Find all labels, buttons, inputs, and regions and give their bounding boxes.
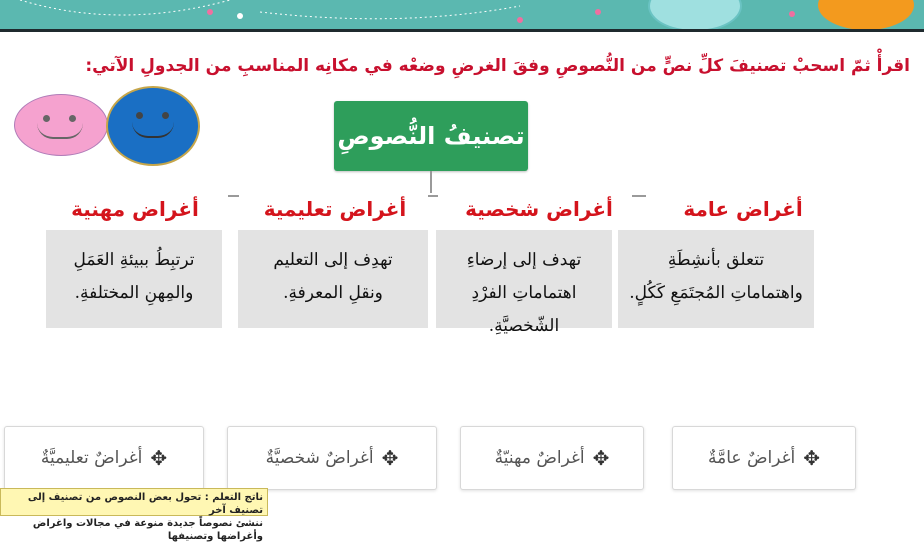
description-line: واهتماماتِ المُجتَمَعِ كَكُلٍ. [629, 283, 803, 303]
category-description-educational [238, 230, 428, 328]
move-arrows-icon: ✥ [592, 446, 610, 470]
tree-connector-vertical [430, 171, 432, 193]
drag-tile-general[interactable] [672, 426, 856, 490]
instruction-text: اقرأْ ثمّ اسحبْ تصنيفَ كلِّ نصٍّ من النُّصوصِ وفقَ الغرضِ وضعْه في مكانِه المناسبِ من الجدولِ الآتي: [85, 56, 910, 76]
category-description-general [618, 230, 814, 328]
drag-tile-label: أغراضٌ شخصيَّةٌ [265, 448, 374, 468]
drag-tile-label: أغراضٌ مهنيّةٌ [494, 448, 585, 468]
description-line: تتعلق بأنشِطَةِ [667, 250, 765, 270]
move-arrows-icon: ✥ [381, 446, 399, 470]
move-arrows-icon: ✥ [803, 446, 820, 470]
decorative-banner [0, 0, 924, 29]
blue-smiley-icon [106, 86, 200, 166]
note-line: ننشئ نصوصاً جديدة منوعة في مجالات واغراض وأغراضها وتصنيفها [32, 518, 263, 542]
description-line: تهدف إلى إرضاءِ [466, 250, 582, 270]
category-description-personal [436, 230, 612, 336]
description-line: ترتبِطُ ببيئةِ العَمَلِ [73, 250, 195, 270]
description-line: ونقلِ المعرفةِ. [283, 283, 383, 303]
category-heading-general: أغراض عامة [650, 188, 836, 230]
drag-tile-label: أغراضٌ عامَّةٌ [708, 448, 796, 468]
banner-border [0, 29, 924, 32]
learning-outcome-note [0, 488, 268, 542]
drag-tile-educational[interactable] [4, 426, 204, 490]
pink-smiley-icon [14, 94, 108, 156]
description-line: والمِهنِ المختلفةِ. [74, 283, 194, 303]
drag-tile-label: أغراضٌ تعليميَّةٌ [40, 448, 143, 468]
category-heading-professional: أغراض مهنية [42, 188, 228, 230]
category-description-professional [46, 230, 222, 328]
description-line: تهدِف إلى التعليم [273, 250, 393, 270]
description-line: اهتماماتِ الفرْدِ الشّخصيَّةِ. [471, 283, 577, 336]
drag-tile-professional[interactable] [460, 426, 644, 490]
drag-tile-personal[interactable] [227, 426, 437, 490]
note-line: ناتج التعلم : تحول بعض النصوص من تصنيف إلى تصنيف آخر [27, 492, 263, 516]
move-arrows-icon: ✥ [150, 446, 168, 470]
category-heading-educational: أغراض تعليمية [242, 188, 428, 230]
category-heading-personal: أغراض شخصية [446, 188, 632, 230]
title-box: تصنيفُ النُّصوصِ [334, 101, 528, 171]
string-lights-decoration [0, 0, 924, 29]
